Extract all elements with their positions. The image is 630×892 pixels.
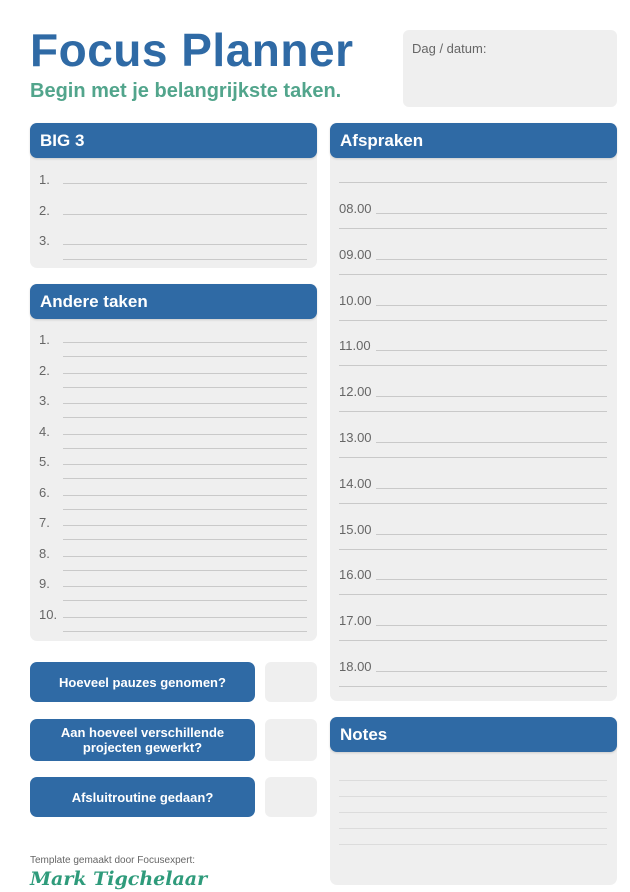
writing-line[interactable] (376, 305, 607, 306)
writing-line[interactable] (63, 214, 307, 215)
big3-number: 1. (39, 172, 50, 187)
time-label: 10.00 (339, 292, 372, 308)
writing-line[interactable] (63, 417, 307, 418)
writing-line[interactable] (63, 539, 307, 540)
writing-line[interactable] (63, 525, 307, 526)
writing-line[interactable] (339, 274, 607, 275)
time-label: 13.00 (339, 430, 372, 445)
appointments-header: Afspraken (330, 123, 617, 158)
writing-line[interactable] (339, 686, 607, 687)
notes-line[interactable] (339, 780, 607, 781)
writing-line[interactable] (63, 259, 307, 260)
writing-line[interactable] (63, 373, 307, 374)
writing-line[interactable] (63, 244, 307, 245)
other-tasks-header: Andere taken (30, 284, 317, 319)
notes-line[interactable] (339, 828, 607, 829)
writing-line[interactable] (376, 396, 607, 397)
big3-number: 3. (39, 233, 50, 248)
writing-line[interactable] (63, 478, 307, 479)
writing-line[interactable] (63, 387, 307, 388)
task-number: 3. (39, 393, 50, 408)
writing-line[interactable] (376, 579, 607, 580)
date-field[interactable] (403, 30, 617, 107)
task-number: 1. (39, 332, 50, 347)
notes-line[interactable] (339, 844, 607, 845)
writing-line[interactable] (63, 556, 307, 557)
writing-line[interactable] (63, 570, 307, 571)
big3-header: BIG 3 (30, 123, 317, 158)
question-shutdown-routine: Afsluitroutine gedaan? (30, 777, 255, 817)
notes-line[interactable] (339, 796, 607, 797)
notes-line[interactable] (339, 812, 607, 813)
writing-line[interactable] (63, 617, 307, 618)
time-label: 08.00 (339, 201, 372, 216)
time-label: 16.00 (339, 567, 372, 583)
writing-line[interactable] (339, 457, 607, 458)
time-label: 18.00 (339, 659, 372, 674)
writing-line[interactable] (376, 534, 607, 535)
time-label: 09.00 (339, 246, 372, 262)
time-label: 12.00 (339, 384, 372, 400)
writing-line[interactable] (376, 625, 607, 626)
writing-line[interactable] (63, 448, 307, 449)
writing-line[interactable] (63, 495, 307, 496)
writing-line[interactable] (63, 631, 307, 632)
writing-line[interactable] (63, 403, 307, 404)
task-number: 4. (39, 423, 50, 439)
task-number: 2. (39, 362, 50, 378)
big3-number: 2. (39, 202, 50, 218)
writing-line[interactable] (63, 342, 307, 343)
writing-line[interactable] (63, 356, 307, 357)
writing-line[interactable] (376, 442, 607, 443)
writing-line[interactable] (63, 586, 307, 587)
task-number: 5. (39, 454, 50, 469)
writing-line[interactable] (339, 228, 607, 229)
writing-line[interactable] (376, 350, 607, 351)
time-label: 11.00 (339, 338, 371, 354)
writing-line[interactable] (63, 464, 307, 465)
date-label: Dag / datum: (412, 41, 487, 56)
page-subtitle: Begin met je belangrijkste taken. (30, 80, 342, 102)
question-breaks: Hoeveel pauzes genomen? (30, 662, 255, 702)
task-number: 7. (39, 515, 50, 530)
answer-shutdown-field[interactable] (265, 777, 317, 817)
writing-line[interactable] (339, 640, 607, 641)
writing-line[interactable] (339, 503, 607, 504)
time-label: 17.00 (339, 613, 372, 629)
answer-projects-field[interactable] (265, 719, 317, 761)
task-number: 8. (39, 545, 50, 561)
writing-line[interactable] (63, 434, 307, 435)
task-number: 10. (39, 606, 58, 622)
writing-line[interactable] (339, 411, 607, 412)
task-number: 9. (39, 576, 50, 591)
task-number: 6. (39, 484, 50, 500)
writing-line[interactable] (339, 182, 607, 183)
notes-header: Notes (330, 717, 617, 752)
other-tasks-panel (30, 284, 317, 641)
answer-breaks-field[interactable] (265, 662, 317, 702)
question-projects: Aan hoeveel verschillende projecten gewerkt? (30, 719, 255, 761)
writing-line[interactable] (63, 600, 307, 601)
writing-line[interactable] (376, 488, 607, 489)
writing-line[interactable] (376, 671, 607, 672)
writing-line[interactable] (339, 365, 607, 366)
author-signature: Mark Tigchelaar (30, 868, 208, 890)
time-label: 15.00 (339, 521, 372, 537)
writing-line[interactable] (339, 594, 607, 595)
time-label: 14.00 (339, 475, 372, 491)
writing-line[interactable] (63, 509, 307, 510)
writing-line[interactable] (339, 549, 607, 550)
writing-line[interactable] (376, 259, 607, 260)
writing-line[interactable] (63, 183, 307, 184)
page-title: Focus Planner (30, 24, 354, 76)
writing-line[interactable] (339, 320, 607, 321)
writing-line[interactable] (376, 213, 607, 214)
footer-credit: Template gemaakt door Focusexpert: (30, 855, 196, 866)
